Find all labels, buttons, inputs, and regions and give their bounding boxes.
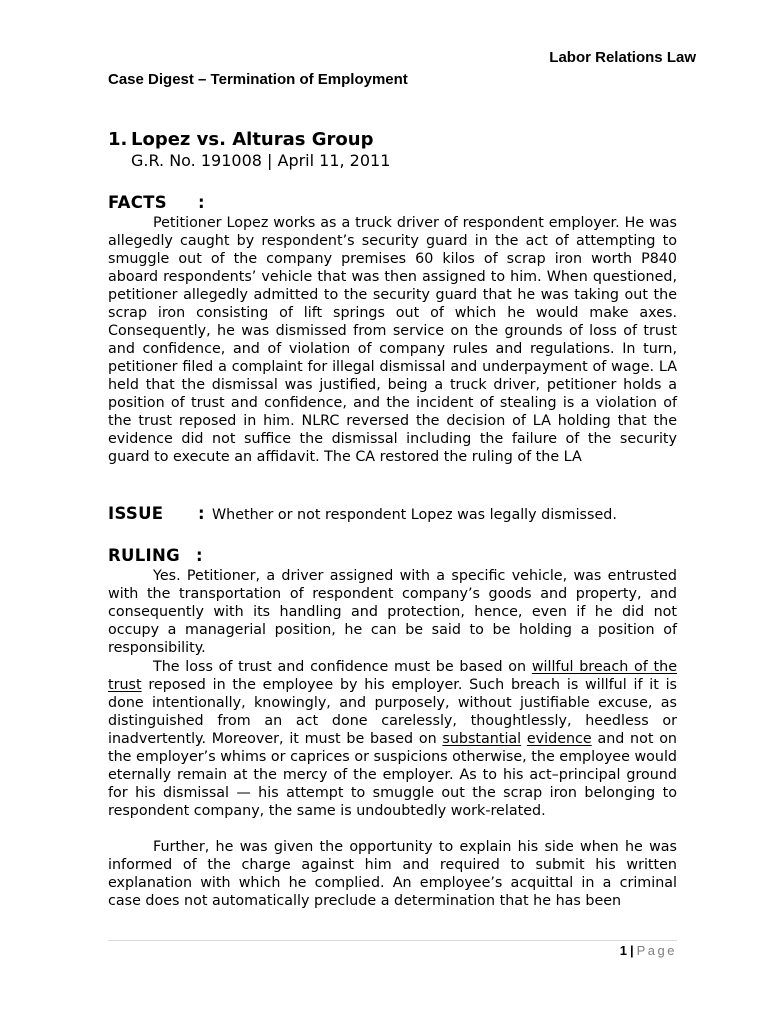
page-footer (620, 943, 677, 958)
case-number: 1. (108, 129, 128, 150)
footer-divider (108, 940, 677, 941)
ruling-p2-underline-substantial: substantial (442, 731, 522, 747)
case-citation: G.R. No. 191008 | April 11, 2011 (131, 151, 391, 170)
header-subject: Labor Relations Law (549, 49, 696, 66)
case-title (108, 129, 373, 150)
ruling-p2-underline-willful-breach: willful breach of the trust (108, 659, 678, 693)
facts-heading (108, 193, 205, 212)
ruling-paragraph-2 (108, 658, 677, 820)
issue-heading (108, 504, 205, 523)
issue-heading-colon: : (198, 504, 205, 523)
ruling-paragraph-1: Yes. Petitioner, a driver assigned with a specific vehicle, was entrusted with the transportation of respondent company’s goods and property, and consequently with its handling and protection, hence, even if he did not occupy a managerial position, he can be said to be holding a position of responsibility. (108, 568, 677, 656)
issue-heading-label: ISSUE (108, 504, 164, 523)
page-number: 1 (619, 943, 627, 958)
ruling-p2-text-d: and not on the employer’s whims or caprices or suspicions otherwise, the employee would eternally remain at the mercy of the employer. As to his act–principal ground for his dismissal — his attempt to smuggle out the scrap iron belonging to respondent company, the same is undoubtedly work-related. (108, 731, 677, 819)
ruling-heading-colon: : (196, 546, 203, 565)
header-title: Case Digest – Termination of Employment (108, 71, 408, 88)
facts-paragraph: Petitioner Lopez works as a truck driver of respondent employer. He was allegedly caught by respondent’s security guard in the act of attempting to smuggle out of the company premises 60 kilos of scrap iron worth P840 aboard respondents’ vehicle that was then assigned to him. When questioned, petitioner allegedly admitted to the security guard that he was taking out the scrap iron consisting of lift springs out of which he would make axes. Consequently, he was dismissed from service on the grounds of loss of trust and confidence, and of violation of company rules and regulations. In turn, petitioner filed a complaint for illegal dismissal and underpayment of wage. LA held that the dismissal was justified, being a truck driver, petitioner holds a position of trust and confidence, and the incident of stealing is a violation of the trust reposed in him. NLRC reversed the decision of LA holding that the evidence did not suffice the dismissal including the failure of the security guard to execute an affidavit. The CA restored the ruling of the LA (108, 215, 677, 465)
issue-text: Whether or not respondent Lopez was legally dismissed. (212, 507, 617, 523)
ruling-p2-text-b: reposed in the employee by his employer. Such breach is willful if it is done intentionally, knowingly, and purposely, without justifiable excuse, as distinguished from an act done carelessly, thoughtlessly, heedless or inadvertently. Moreover, it must be based on (108, 677, 677, 747)
ruling-p2-text-a: The loss of trust and confidence must be based on (153, 659, 532, 675)
page-label: Page (636, 943, 677, 958)
ruling-paragraph-3: Further, he was given the opportunity to explain his side when he was informed of the charge against him and required to submit his written explanation with which he complied. An employee’s acquittal in a criminal case does not automatically preclude a determination that he has been (108, 839, 677, 909)
ruling-heading-label: RULING (108, 546, 180, 565)
ruling-heading (108, 546, 203, 565)
page-separator: | (629, 943, 634, 958)
facts-heading-colon: : (198, 193, 205, 212)
facts-heading-label: FACTS (108, 193, 167, 212)
ruling-p2-underline-evidence: evidence (526, 731, 592, 747)
case-name: Lopez vs. Alturas Group (131, 129, 374, 150)
